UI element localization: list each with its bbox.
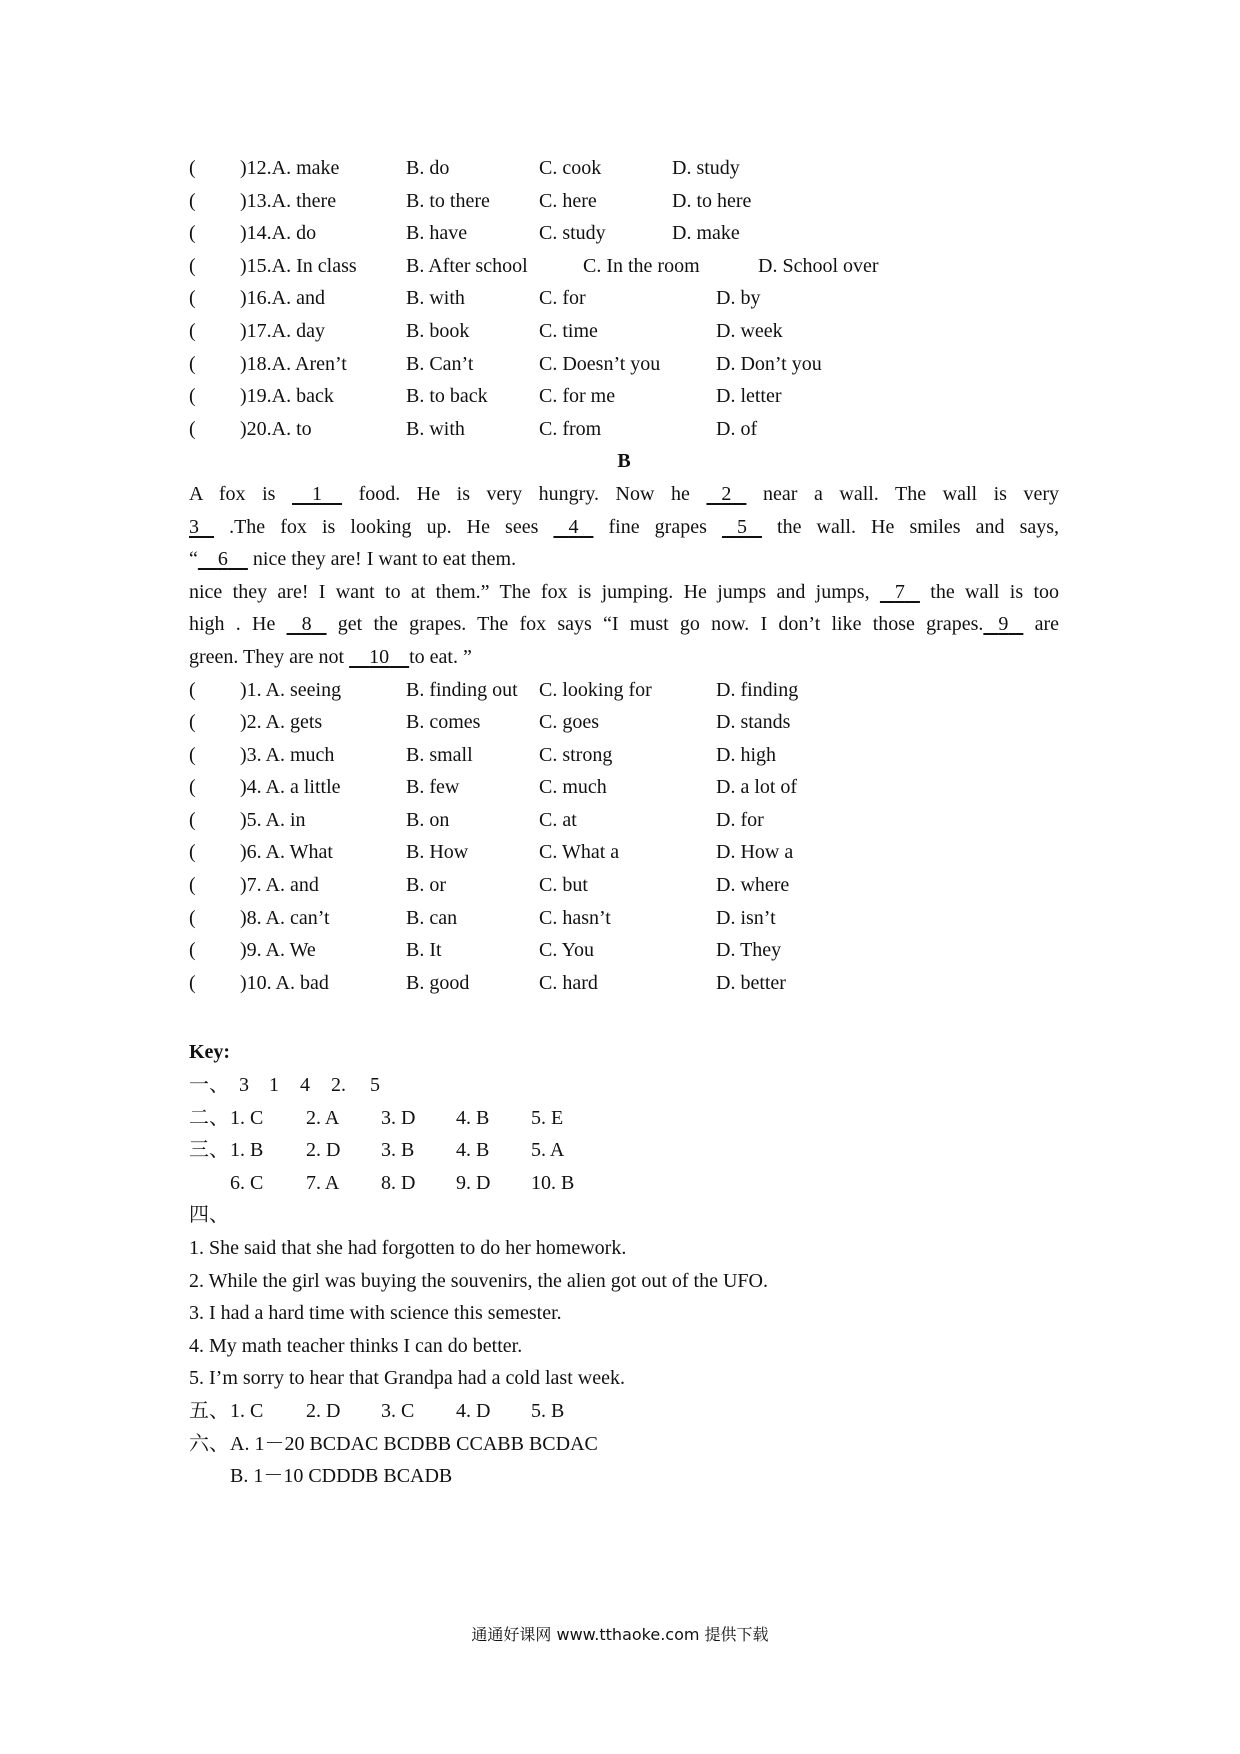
question-number-option-a: )12.A. make [240,157,340,179]
passage-line: nice they are! I want to at them.” The fox is jumping. He jumps and jumps, 7 the wall is too [189,576,1059,609]
answer-paren: ( [189,678,196,701]
question-number-option-a: )19.A. back [240,385,334,408]
question-number-option-a: )17.A. day [240,319,325,342]
answer-paren: ( [189,222,196,245]
option-d: D. They [716,939,782,962]
option-c: C. goes [539,711,599,734]
option-c: C. Doesn’t you [539,352,661,375]
cloze-passage [189,478,1059,674]
option-c: C. study [539,222,606,245]
question-row [189,739,1059,772]
question-row [189,185,1059,218]
question-row [189,348,1059,381]
question-row [189,869,1059,902]
option-b: B. small [406,743,473,766]
question-number-option-a: )3. A. much [240,743,335,766]
option-c: C. much [539,776,607,799]
option-c: C. from [539,417,602,440]
key-sentence: 5. I’m sorry to hear that Grandpa had a cold last week. [189,1367,625,1390]
question-number-option-a: )20.A. to [240,417,312,440]
question-row [189,250,1059,283]
option-c: C. looking for [539,678,652,701]
question-number-option-a: )15.A. In class [240,254,357,277]
option-b: B. How [406,841,469,864]
question-number-option-a: )2. A. gets [240,711,323,734]
key-row-wu: 五、 1. C 2. D 3. C 4. D 5. B [189,1399,565,1422]
option-d: D. isn’t [716,906,776,929]
blank-8: 8 [301,613,312,636]
question-number-option-a: )14.A. do [240,222,317,245]
question-row [189,217,1059,250]
answer-paren: ( [189,254,196,277]
question-row [189,934,1059,967]
option-b: B. can [406,906,458,929]
passage-line: high . He 8 get the grapes. The fox says “I must go now. I don’t like those grapes. 9 are [189,608,1059,641]
option-d: D. study [672,157,740,179]
option-d: D. of [716,417,758,440]
option-d: D. to here [672,189,752,212]
key-row-san: 三、 1. B 2. D 3. B 4. B 5. A [189,1139,565,1162]
answer-paren: ( [189,776,196,799]
option-d: D. How a [716,841,794,864]
key-row-yi: 一、 3 1 4 2. 5 [189,1074,380,1097]
question-number-option-a: )18.A. Aren’t [240,352,347,375]
answer-paren: ( [189,189,196,212]
blank-3: 3 [189,515,199,538]
option-d: D. make [672,222,740,245]
option-c: C. cook [539,157,602,179]
passage-line: 3 .The fox is looking up. He sees 4 fine grapes 5 the wall. He smiles and says, [189,511,1059,544]
question-row [189,836,1059,869]
key-title: Key: [189,1041,231,1064]
answer-paren: ( [189,743,196,766]
question-row [189,380,1059,413]
option-d: D. stands [716,711,791,734]
blank-1: 1 [312,482,323,505]
option-b: B. Can’t [406,352,474,375]
key-label-si: 四、 [189,1204,229,1227]
question-number-option-a: )8. A. can’t [240,906,330,929]
passage-line: green. They are not 10 to eat. ” [189,641,1059,674]
blank-4: 4 [568,515,579,538]
question-number-option-a: )7. A. and [240,874,319,897]
option-b: B. book [406,319,470,342]
question-row [189,152,1059,185]
option-d: D. high [716,743,776,766]
answer-paren: ( [189,906,196,929]
answer-paren: ( [189,874,196,897]
option-d: D. week [716,319,783,342]
option-b: B. comes [406,711,481,734]
question-row [189,771,1059,804]
answer-paren: ( [189,287,196,310]
option-c: C. for me [539,385,616,408]
option-c: C. hasn’t [539,906,611,929]
answer-paren: ( [189,971,196,994]
answer-paren: ( [189,352,196,375]
section-b-title: B [617,450,631,473]
option-c: C. time [539,319,598,342]
option-d: D. finding [716,678,799,701]
key-row-liu: 六、 A. 1－20 BCDAC BCDBB CCABB BCDAC [189,1432,598,1455]
option-b: B. After school [406,254,528,277]
option-b: B. to there [406,189,490,212]
answer-paren: ( [189,319,196,342]
section-b-options [189,674,1059,1000]
key-row-san-2: 6. C 7. A 8. D 9. D 10. B [230,1171,575,1194]
option-c: C. You [539,939,595,962]
option-b: B. have [406,222,468,245]
answer-paren: ( [189,808,196,831]
answer-paren: ( [189,385,196,408]
option-d: D. where [716,874,790,897]
passage-line: “ 6 nice they are! I want to eat them. [189,543,1059,576]
option-d: D. for [716,808,764,831]
passage-line: A fox is 1 food. He is very hungry. Now he 2 near a wall. The wall is very [189,478,1059,511]
option-b: B. do [406,157,450,179]
option-c: C. strong [539,743,613,766]
option-b: B. or [406,874,446,897]
footer-watermark: 通通好课网 www.tthaoke.com 提供下载 [471,1625,769,1644]
question-number-option-a: )4. A. a little [240,776,341,799]
option-d: D. by [716,287,761,310]
option-b: B. few [406,776,460,799]
option-b: B. on [406,808,450,831]
answer-paren: ( [189,157,196,179]
question-row [189,282,1059,315]
option-c: C. here [539,189,597,212]
option-c: C. hard [539,971,598,994]
key-row-er: 二、 1. C 2. A 3. D 4. B 5. E [189,1106,564,1129]
blank-10: 10 [369,645,390,668]
option-c: C. What a [539,841,620,864]
question-number-option-a: )1. A. seeing [240,678,342,701]
option-b: B. with [406,417,465,440]
option-d: D. School over [758,254,879,277]
question-row [189,674,1059,707]
answer-paren: ( [189,841,196,864]
option-b: B. with [406,287,465,310]
question-row [189,413,1059,446]
blank-6: 6 [217,548,228,571]
answer-paren: ( [189,417,196,440]
section-a-options [189,152,1059,445]
key-row-liu-b: B. 1－10 CDDDB BCADB [230,1465,453,1488]
option-c: C. In the room [583,254,700,277]
key-sentence: 4. My math teacher thinks I can do better. [189,1334,523,1357]
blank-9: 9 [998,613,1009,636]
option-d: D. Don’t you [716,352,822,375]
question-number-option-a: )9. A. We [240,939,316,962]
key-sentence: 1. She said that she had forgotten to do her homework. [189,1237,627,1259]
answer-paren: ( [189,939,196,962]
question-row [189,315,1059,348]
question-row [189,706,1059,739]
question-row [189,902,1059,935]
question-number-option-a: )6. A. What [240,841,333,864]
answer-paren: ( [189,711,196,734]
question-number-option-a: )16.A. and [240,287,325,310]
option-d: D. better [716,971,786,994]
option-b: B. good [406,971,470,994]
question-row [189,967,1059,1000]
blank-2: 2 [721,482,732,505]
blank-7: 7 [894,580,905,603]
key-sentence: 2. While the girl was buying the souvenirs, the alien got out of the UFO. [189,1269,768,1292]
option-c: C. at [539,808,577,831]
option-d: D. letter [716,385,782,408]
key-sentence: 3. I had a hard time with science this semester. [189,1302,562,1325]
question-number-option-a: )5. A. in [240,808,306,831]
document-content [189,152,1059,1493]
question-number-option-a: )10. A. bad [240,971,329,994]
option-b: B. finding out [406,678,518,701]
option-c: C. but [539,874,588,897]
option-c: C. for [539,287,586,310]
question-row [189,804,1059,837]
question-number-option-a: )13.A. there [240,189,337,212]
option-b: B. to back [406,385,488,408]
blank-5: 5 [736,515,747,538]
option-d: D. a lot of [716,776,798,799]
option-b: B. It [406,939,442,962]
